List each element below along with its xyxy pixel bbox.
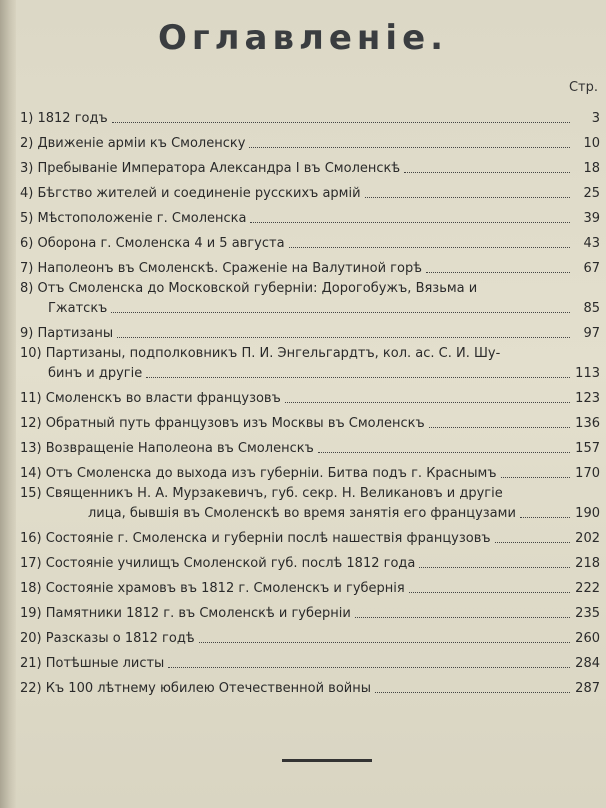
dot-leader: [111, 312, 570, 313]
toc-entry: [20, 672, 600, 697]
toc-entry-page: 136: [575, 416, 600, 431]
toc-entry-page: 157: [575, 441, 600, 456]
toc-entry: [20, 277, 600, 317]
toc-entry-page: 113: [575, 366, 600, 381]
toc-entry-page: 190: [575, 506, 600, 521]
dot-leader: [429, 427, 570, 428]
dot-leader: [375, 692, 570, 693]
toc-entry: [20, 342, 600, 382]
toc-entry-title: 16) Состояніе г. Смоленска и губерніи послѣ нашествія французовъ: [20, 531, 491, 546]
toc-entry: [20, 622, 600, 647]
toc-entry: [20, 522, 600, 547]
toc-entry-title: 8) Отъ Смоленска до Московской губерніи: Дорогобужъ, Вязьма и: [20, 281, 478, 296]
toc-entry: [20, 382, 600, 407]
toc-entry-title: 5) Мѣстоположеніе г. Смоленска: [20, 211, 247, 226]
toc-entry-title: 20) Разсказы о 1812 годѣ: [20, 631, 195, 646]
page-title: Оглавленіе.: [157, 18, 449, 58]
dot-leader: [404, 172, 570, 173]
toc-entry-title: 7) Наполеонъ въ Смоленскѣ. Сраженіе на Валутиной горѣ: [20, 261, 422, 276]
toc-entry-title: 10) Партизаны, подполковникъ П. И. Энгельгардтъ, кол. ас. С. И. Шу-: [20, 346, 501, 361]
toc-entry: [20, 227, 600, 252]
table-of-contents: [20, 102, 600, 697]
dot-leader: [419, 567, 570, 568]
toc-entry: [20, 202, 600, 227]
toc-entry-title: 14) Отъ Смоленска до выхода изъ губерніи. Битва подъ г. Краснымъ: [20, 466, 497, 481]
dot-leader: [199, 642, 570, 643]
dot-leader: [250, 222, 570, 223]
dot-leader: [117, 337, 570, 338]
dot-leader: [112, 122, 570, 123]
toc-entry-title: 1) 1812 годъ: [20, 111, 108, 126]
toc-entry-title: 15) Священникъ Н. А. Мурзакевичъ, губ. секр. Н. Великановъ и другіе: [20, 486, 503, 501]
toc-entry-page: 284: [575, 656, 600, 671]
toc-entry: [20, 547, 600, 572]
toc-entry: [20, 252, 600, 277]
toc-entry-title: 12) Обратный путь французовъ изъ Москвы въ Смоленскъ: [20, 416, 425, 431]
toc-entry: [20, 407, 600, 432]
toc-entry-page: 25: [583, 186, 600, 201]
toc-entry: [20, 457, 600, 482]
toc-entry-title-continuation: бинъ и другіе: [48, 366, 143, 381]
toc-entry-title: 3) Пребываніе Императора Александра I въ Смоленскѣ: [20, 161, 401, 176]
toc-entry-page: 85: [583, 301, 600, 316]
toc-entry: [20, 482, 600, 522]
toc-entry: [20, 597, 600, 622]
toc-entry-page: 43: [583, 236, 600, 251]
dot-leader: [409, 592, 570, 593]
dot-leader: [146, 377, 570, 378]
toc-entry-title: 19) Памятники 1812 г. въ Смоленскѣ и губерніи: [20, 606, 351, 621]
toc-entry-page: 222: [575, 581, 600, 596]
toc-entry-page: 39: [583, 211, 600, 226]
closing-rule: [282, 759, 372, 762]
toc-entry-page: 123: [575, 391, 600, 406]
toc-entry: [20, 177, 600, 202]
toc-entry-page: 67: [583, 261, 600, 276]
dot-leader: [355, 617, 570, 618]
dot-leader: [289, 247, 570, 248]
toc-entry-page: 235: [575, 606, 600, 621]
toc-entry-page: 170: [575, 466, 600, 481]
toc-entry-title-continuation: лица, бывшія въ Смоленскѣ во время занятія его французами: [88, 506, 516, 521]
toc-entry-page: 202: [575, 531, 600, 546]
toc-entry: [20, 432, 600, 457]
toc-entry: [20, 127, 600, 152]
dot-leader: [520, 517, 570, 518]
dot-leader: [168, 667, 570, 668]
toc-entry-title: 21) Потѣшные листы: [20, 656, 165, 671]
toc-entry-page: 18: [583, 161, 600, 176]
toc-entry-title: 4) Бѣгство жителей и соединеніе русскихъ армій: [20, 186, 361, 201]
dot-leader: [249, 147, 570, 148]
dot-leader: [318, 452, 570, 453]
toc-entry: [20, 152, 600, 177]
toc-entry: [20, 572, 600, 597]
toc-entry-title: 2) Движеніе арміи къ Смоленску: [20, 136, 246, 151]
toc-entry-page: 218: [575, 556, 600, 571]
page-column-label: Стр.: [568, 80, 598, 95]
toc-entry: [20, 647, 600, 672]
toc-entry-title: 18) Состояніе храмовъ въ 1812 г. Смоленскъ и губернія: [20, 581, 405, 596]
toc-entry-title: 6) Оборона г. Смоленска 4 и 5 августа: [20, 236, 285, 251]
toc-entry-title: 11) Смоленскъ во власти французовъ: [20, 391, 281, 406]
toc-entry-page: 3: [591, 111, 600, 126]
toc-entry-title-continuation: Гжатскъ: [48, 301, 108, 316]
toc-entry-title: 17) Состояніе училищъ Смоленской губ. послѣ 1812 года: [20, 556, 416, 571]
toc-entry-title: 22) Къ 100 лѣтнему юбилею Отечественной войны: [20, 681, 371, 696]
dot-leader: [426, 272, 570, 273]
page-binding-edge: [0, 0, 16, 808]
toc-entry: [20, 102, 600, 127]
dot-leader: [501, 477, 570, 478]
dot-leader: [365, 197, 570, 198]
dot-leader: [285, 402, 570, 403]
toc-entry-page: 97: [583, 326, 600, 341]
toc-entry: [20, 317, 600, 342]
toc-entry-title: 9) Партизаны: [20, 326, 114, 341]
toc-entry-page: 10: [583, 136, 600, 151]
toc-entry-page: 287: [575, 681, 600, 696]
dot-leader: [495, 542, 570, 543]
toc-entry-page: 260: [575, 631, 600, 646]
toc-entry-title: 13) Возвращеніе Наполеона въ Смоленскъ: [20, 441, 314, 456]
